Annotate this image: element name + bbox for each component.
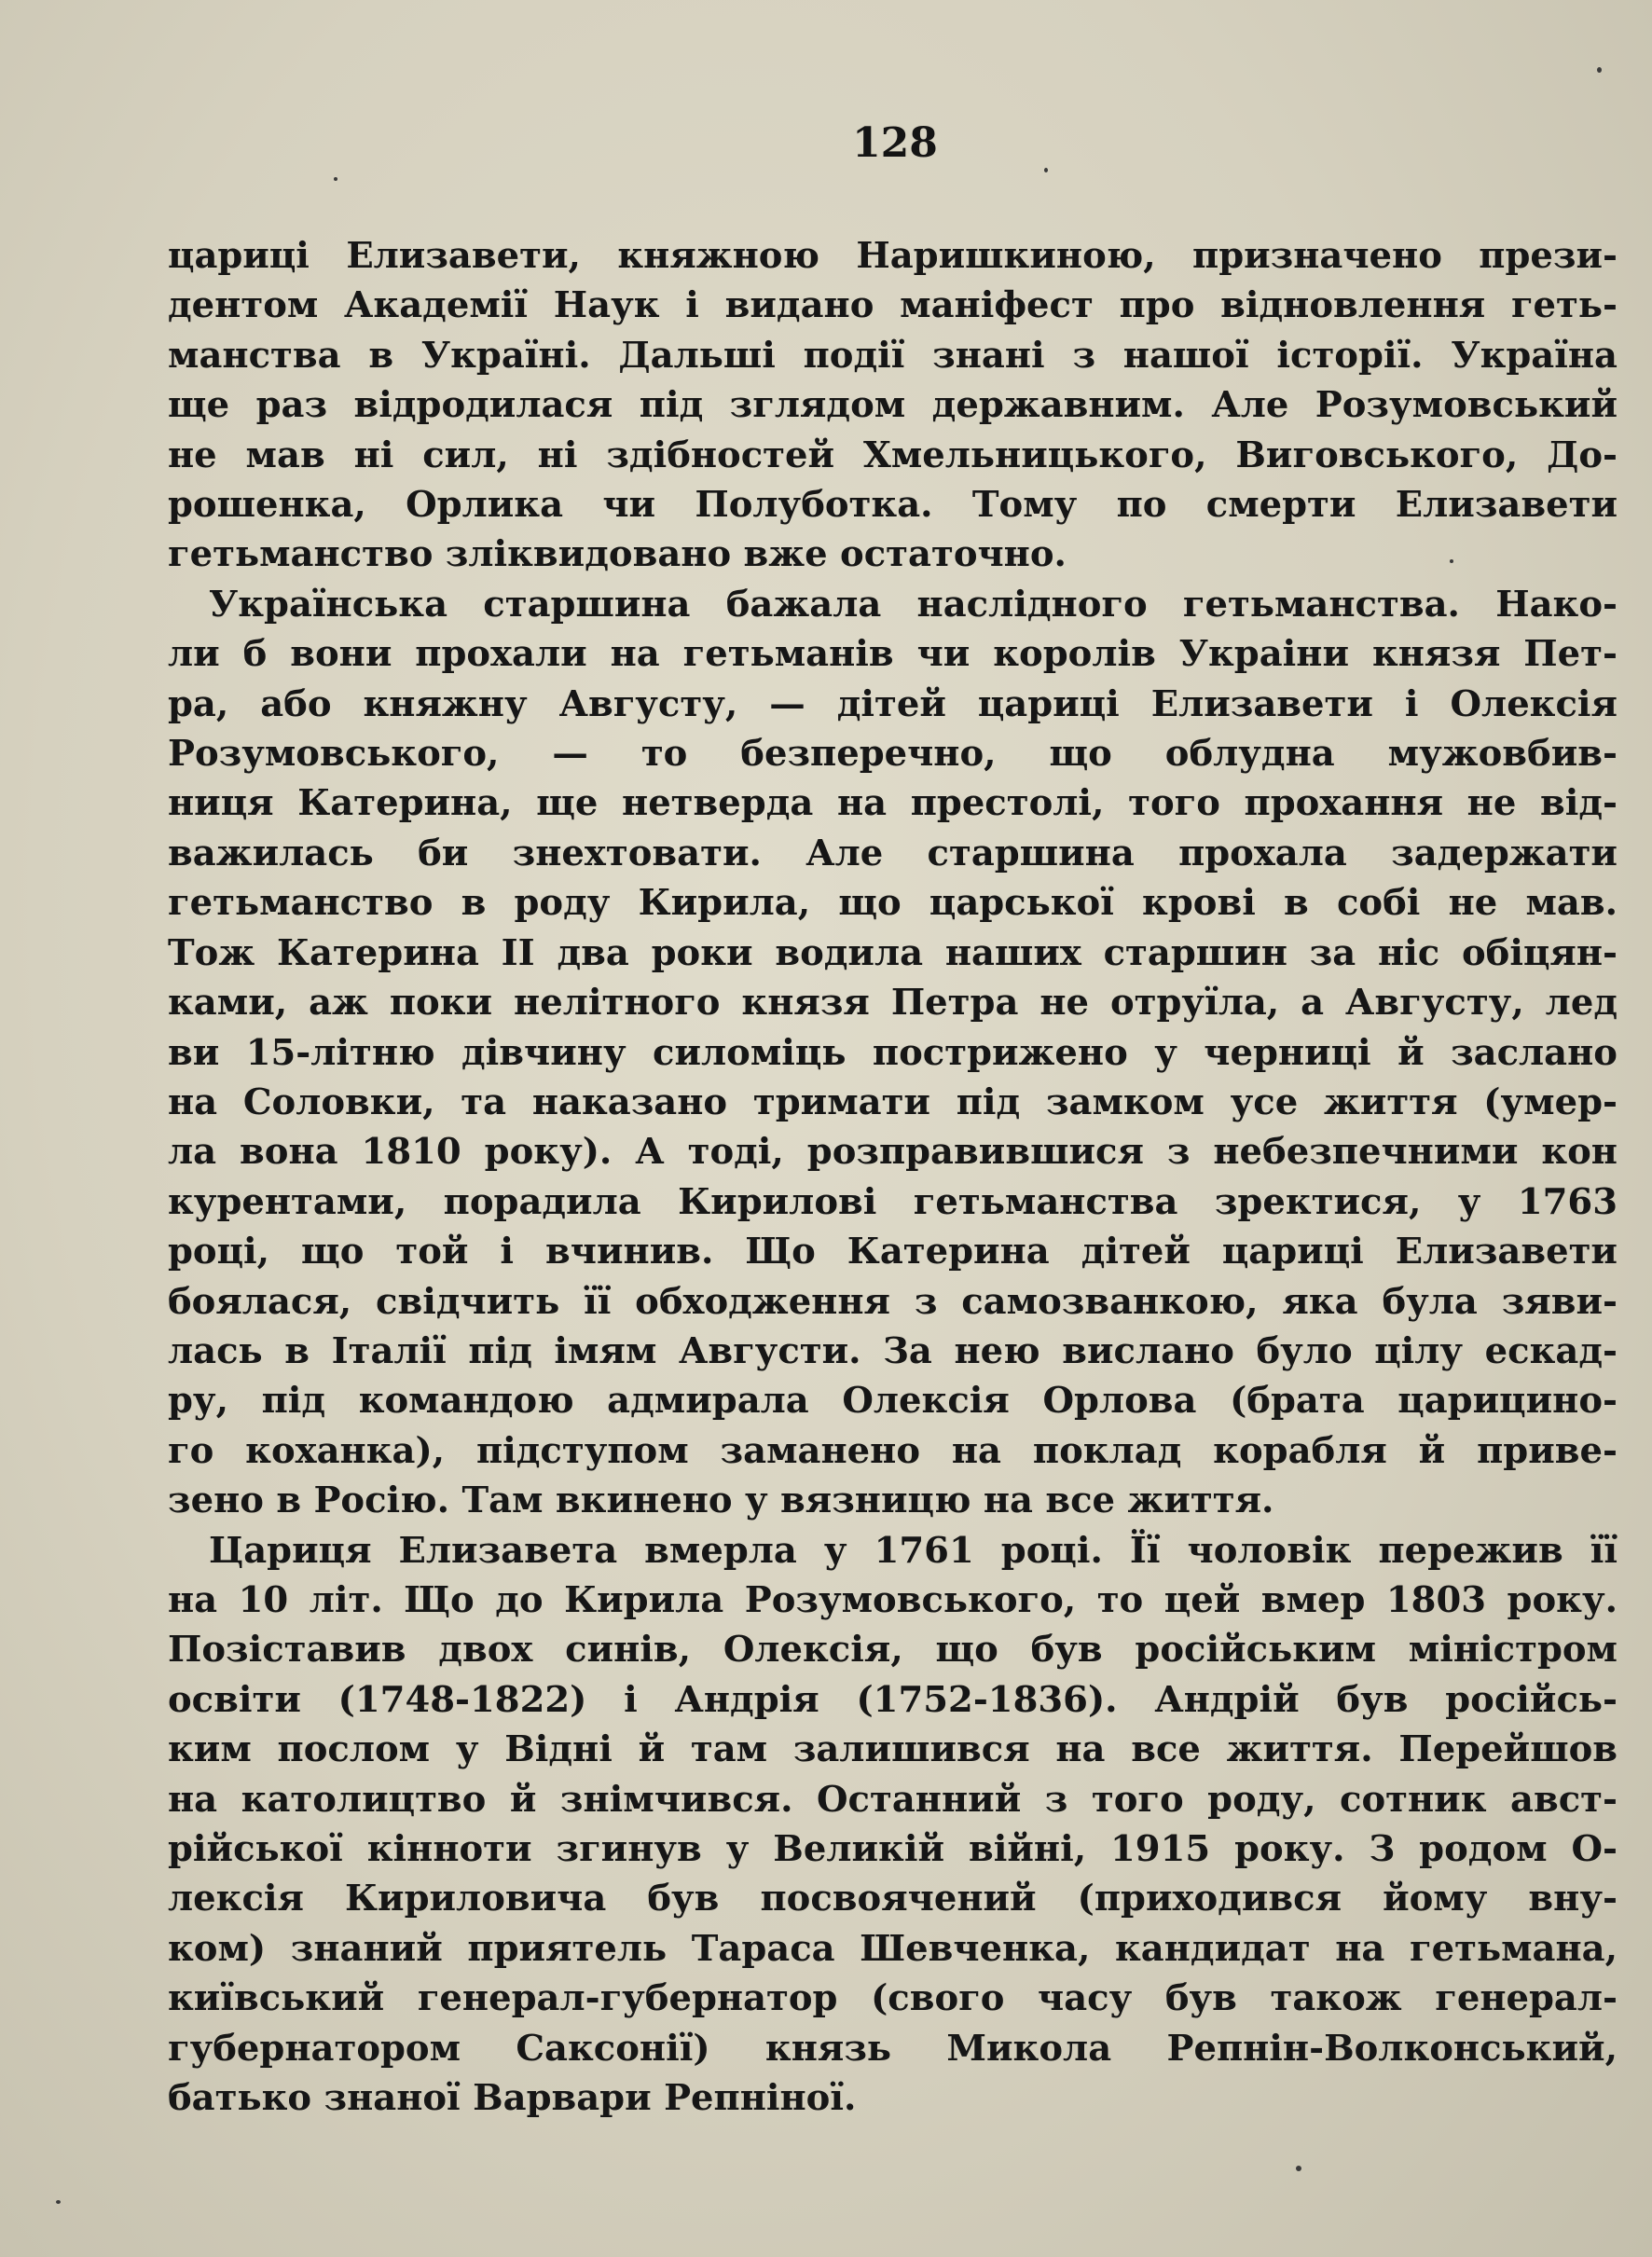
text-line: зено в Росію. Там вкинено у вязницю на все життя. — [168, 1479, 1274, 1522]
text-line: на Соловки, та наказано тримати під замком усе життя (умер- — [168, 1080, 1618, 1123]
text-line: рійської кінноти згинув у Великій війні, 1915 року. З родом О- — [168, 1828, 1618, 1870]
text-line: ще раз відродилася під зглядом державним. Але Розумовський — [168, 384, 1618, 427]
page-number: 128 — [852, 119, 938, 167]
text-line: київський генерал-губернатор (свого часу був також генерал- — [168, 1977, 1618, 2020]
text-line: році, що той і вчинив. Що Катерина дітей цариці Елизавети — [168, 1231, 1618, 1273]
text-line: на католицтво й знімчився. Останний з того роду, сотник авст- — [168, 1778, 1618, 1821]
text-line: лексія Кириловича був посвоячений (приходився йому вну- — [168, 1878, 1618, 1920]
print-speck — [56, 2200, 61, 2204]
paragraph-3 — [168, 1526, 1618, 2124]
text-line: рошенка, Орлика чи Полуботка. Тому по смерти Елизавети — [168, 484, 1618, 527]
print-speck — [334, 177, 337, 181]
print-speck — [1450, 559, 1453, 563]
text-line: батько знаної Варвари Репніної. — [168, 2077, 857, 2120]
text-line: дентом Академії Наук і видано маніфест про відновлення геть- — [168, 284, 1618, 327]
text-line: ким послом у Відні й там залишився на все життя. Перейшов — [168, 1728, 1618, 1771]
text-line: ра, або княжну Августу, — дітей цариці Елизавети і Олексія — [168, 682, 1618, 725]
body-text — [168, 231, 1618, 2123]
print-speck — [1296, 2166, 1301, 2171]
text-line: Українська старшина бажала наслідного гетьманства. Нако- — [209, 583, 1618, 626]
text-line: манства в Україні. Дальші події знані з нашої історії. Україна — [168, 334, 1618, 377]
text-line: боялася, свідчить її обходження з самозванкою, яка була зяви- — [168, 1280, 1618, 1323]
print-speck — [1597, 67, 1602, 73]
paragraph-2 — [168, 580, 1618, 1526]
text-line: гетьманство зліквидовано вже остаточно. — [168, 533, 1067, 576]
text-line: Розумовського, — то безперечно, що облудна мужовбив- — [168, 733, 1618, 776]
text-line: ру, під командою адмирала Олексія Орлова (брата царицино- — [168, 1380, 1618, 1423]
text-line: курентами, порадила Кирилові гетьманства зректися, у 1763 — [168, 1180, 1618, 1223]
text-line: освіти (1748-1822) і Андрія (1752-1836). Андрій був російсь- — [168, 1678, 1618, 1721]
text-line: ли б вони прохали на гетьманів чи королів Украіни князя Пет- — [168, 633, 1618, 676]
text-line: Цариця Елизавета вмерла у 1761 році. Її чоловік пережив її — [209, 1529, 1618, 1572]
text-line: ками, аж поки нелітного князя Петра не отруїла, а Августу, лед — [168, 982, 1618, 1025]
text-line: Позіставив двох синів, Олексія, що був російським міністром — [168, 1629, 1618, 1672]
text-line: важилась би знехтовати. Але старшина прохала задержати — [168, 832, 1618, 874]
print-speck — [1044, 168, 1048, 172]
text-line: цариці Елизавети, княжною Наришкиною, призначено прези- — [168, 235, 1618, 277]
text-line: лась в Італії під імям Августи. За нею вислано було цілу ескад- — [168, 1329, 1618, 1372]
text-line: ком) знаний приятель Тараса Шевченка, кандидат на гетьмана, — [168, 1927, 1618, 1970]
text-line: губернатором Саксонії) князь Микола Репнін-Волконський, — [168, 2027, 1618, 2070]
text-line: го коханка), підступом заманено на поклад корабля й приве- — [168, 1429, 1618, 1472]
text-line: ви 15-літню дівчину силоміць пострижено у черниці й заслано — [168, 1031, 1618, 1074]
text-line: гетьманство в роду Кирила, що царської крові в собі не мав. — [168, 882, 1618, 925]
text-line: Тож Катерина II два роки водила наших старшин за ніс обіцян- — [168, 931, 1618, 974]
paragraph-1 — [168, 231, 1618, 580]
text-line: не мав ні сил, ні здібностей Хмельницького, Виговського, До- — [168, 434, 1618, 476]
text-line: на 10 літ. Що до Кирила Розумовського, то цей вмер 1803 року. — [168, 1578, 1618, 1621]
text-line: ниця Катерина, ще нетверда на престолі, того прохання не від- — [168, 782, 1618, 825]
text-line: ла вона 1810 року). А тоді, розправившися з небезпечними кон — [168, 1131, 1618, 1174]
